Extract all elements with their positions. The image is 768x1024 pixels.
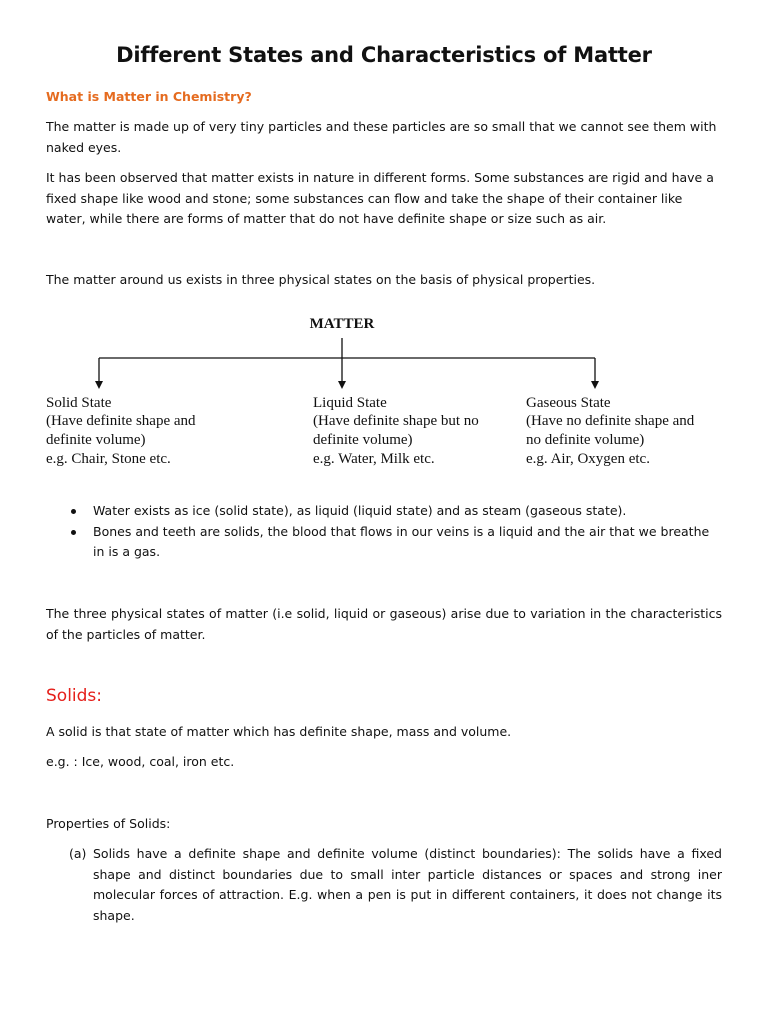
list-item-text: Water exists as ice (solid state), as liquid (liquid state) and as steam (gaseous state). <box>93 503 627 518</box>
intro-paragraph-3: The matter around us exists in three physical states on the basis of physical properties. <box>46 272 596 287</box>
solids-examples: e.g. : Ice, wood, coal, iron etc. <box>46 754 235 769</box>
gaseous-state-node <box>526 395 695 467</box>
gaseous-state-desc-2: no definite volume) <box>526 432 645 448</box>
solid-state-example: e.g. Chair, Stone etc. <box>46 451 171 467</box>
list-marker: (a) <box>69 846 87 861</box>
solid-state-desc-2: definite volume) <box>46 432 146 448</box>
gaseous-state-desc-1: (Have no definite shape and <box>526 413 695 429</box>
diagram-root-label: MATTER <box>309 316 375 332</box>
variation-paragraph: The three physical states of matter (i.e solid, liquid or gaseous) arise due to variation in the characteristics of the particles of matter. <box>46 606 722 642</box>
matter-states-diagram <box>0 300 768 490</box>
liquid-state-node <box>313 395 479 467</box>
gaseous-state-name: Gaseous State <box>526 395 611 411</box>
solid-state-node <box>46 395 196 467</box>
solid-state-desc-1: (Have definite shape and <box>46 413 196 429</box>
bullet-dot-icon <box>71 509 76 514</box>
list-item <box>46 501 722 522</box>
list-item <box>46 844 722 926</box>
properties-list <box>46 844 722 926</box>
solids-definition: A solid is that state of matter which has definite shape, mass and volume. <box>46 724 512 739</box>
liquid-state-desc-2: definite volume) <box>313 432 413 448</box>
liquid-state-name: Liquid State <box>313 395 387 411</box>
liquid-state-example: e.g. Water, Milk etc. <box>313 451 435 467</box>
section-subheading: What is Matter in Chemistry? <box>46 89 252 104</box>
bullet-list <box>46 501 722 563</box>
solid-state-name: Solid State <box>46 395 112 411</box>
list-item <box>46 522 722 563</box>
list-item-text: Solids have a definite shape and definite volume (distinct boundaries): The solids have a fixed shape and distinct boundaries due to small inter particle distances or spaces and strong iner molecular forces of attraction. E.g. when a pen is put in different containers, it does not change its shape. <box>93 846 722 923</box>
intro-paragraph-2: It has been observed that matter exists in nature in different forms. Some substances are rigid and have a fixed shape like wood and stone; some substances can flow and take the shape of their container like water, while there are forms of matter that do not have definite shape or size such as air. <box>46 170 714 226</box>
bullet-dot-icon <box>71 530 76 535</box>
properties-heading: Properties of Solids: <box>46 816 171 831</box>
page-title: Different States and Characteristics of Matter <box>116 43 652 67</box>
liquid-state-desc-1: (Have definite shape but no <box>313 413 479 429</box>
gaseous-state-example: e.g. Air, Oxygen etc. <box>526 451 650 467</box>
list-item-text: Bones and teeth are solids, the blood that flows in our veins is a liquid and the air that we breathe in is a gas. <box>93 523 710 559</box>
intro-paragraph-1: The matter is made up of very tiny particles and these particles are so small that we cannot see them with naked eyes. <box>46 119 717 155</box>
solids-heading: Solids: <box>46 686 103 706</box>
